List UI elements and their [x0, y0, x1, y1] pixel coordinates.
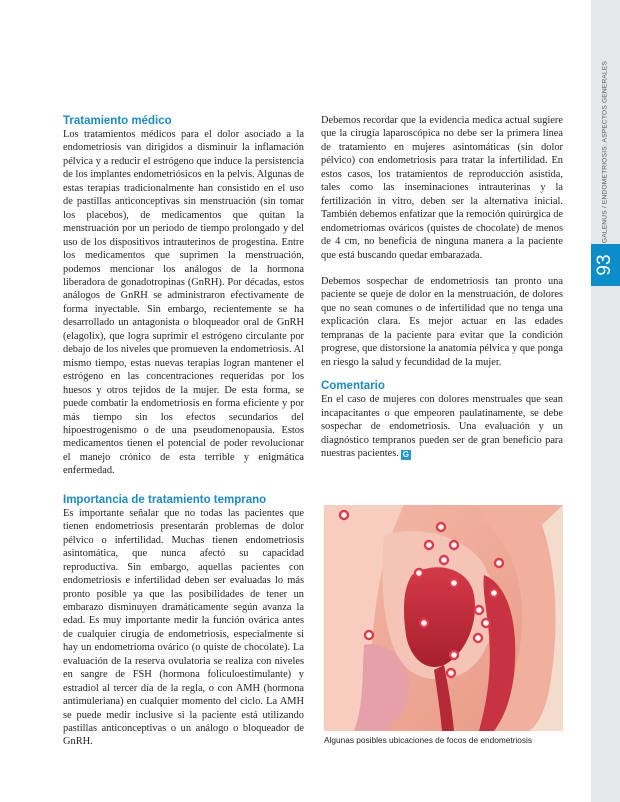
focus-marker	[365, 631, 373, 639]
section-body-tratamiento-temprano: Es importante señalar que no todas las pacientes que tienen endometriosis presentarán problemas de dolor pélvico o infertilidad. Muchas tienen endometriosis asintomática, que nunca afectó su capacidad reproductiva. Sin embargo, aquellas pacientes con endometriosis e infertilidad deben ser evaluadas lo más pronto posible ya que las posibilidades de tener un embarazo disminuyen dramáticamente según avanza la edad. Es muy importante medir la función ovárica antes de cualquier cirugía de endometriosis, especialmente si hay un endometrioma ovárico (o quiste de chocolate). La evaluación de la reserva ovulatoria se realiza con niveles en sangre de FSH (hormona foliculoestimulante) y estradiol al tercer día de la regla, o con AMH (hormona antimuleriana) en cualquier momento del ciclo. La AMH se puede medir inclusive si la paciente está utilizando pastillas anticonceptivas o un análogo o bloqueador de GnRH.	[63, 507, 304, 748]
right-column	[321, 114, 563, 460]
paragraph-evidencia: Debemos recordar que la evidencia medica actual sugiere que la cirugía laparoscópica no debe ser la primera línea de tratamiento en mujeres asintomáticas (sin dolor pélvico) con endometriosis para tratar la infertilidad. En estos casos, los tratamientos de reproducción asistida, tales como las inseminaciones intrauterinas y la fertilización in vitro, deben ser la alternativa inicial. También debemos enfatizar que la remoción quirúrgica de endometriomas ováricos (quistes de chocolate) de menos de 4 cm, no beneficia de ninguna manera a la paciente que está buscando quedar embarazada.	[321, 115, 563, 261]
end-mark-icon: G	[402, 449, 410, 459]
paragraph-comentario	[321, 393, 563, 460]
pelvis-illustration-svg	[324, 505, 563, 731]
page-number: 93	[594, 254, 615, 276]
focus-marker	[450, 651, 458, 659]
section-title-tratamiento-medico: Tratamiento médico	[63, 115, 172, 127]
focus-marker	[340, 511, 348, 519]
comentario-text: En el caso de mujeres con dolores menstruales que sean incapacitantes o que empeoren paulatinamente, se debe sospechar de endometriosis. Una evaluación y un diagnóstico tempranos pueden ser de gran beneficio para nuestras pacientes.	[321, 394, 563, 459]
focus-marker	[440, 556, 448, 564]
left-column	[63, 114, 304, 749]
focus-marker	[450, 579, 458, 587]
running-title: GALENUS / ENDOMETRIOSIS: ASPECTOS GENERALES	[601, 60, 609, 244]
focus-marker	[490, 589, 498, 597]
page-number-tab	[591, 244, 620, 286]
focus-marker	[425, 541, 433, 549]
section-title-comentario: Comentario	[321, 380, 385, 393]
focus-marker	[420, 619, 428, 627]
focus-marker	[495, 559, 503, 567]
focus-marker	[475, 606, 483, 614]
section-title-tratamiento-temprano: Importancia de tratamiento temprano	[63, 493, 267, 506]
focus-marker	[437, 523, 445, 531]
focus-marker	[447, 669, 455, 677]
section-body-tratamiento-medico: Los tratamientos médicos para el dolor asociado a la endometriosis van dirigidos a disminuir la inflamación pélvica y a reducir el estrógeno que induce la persistencia de los implantes endometriósicos en la pelvis. Algunas de estas terapias tradicionalmente han consistido en el uso de pastillas anticonceptivas sin menstruación (sin tomar los placebos), de medicamentos que quitan la menstruación por un periodo de tiempo prolongado y del uso de los dispositivos intrauterinos de progestina. Entre los medicamentos que suprimen la menstruación, podemos mencionar los análogos de la hormona liberadora de gonadotropinas (GnRH). Por décadas, estos análogos de GnRH se administraron efectivamente de forma inyectable. Sin embargo, recientemente se ha desarrollado un antagonista o bloqueador oral de GnRH (elagolix), que logra suprimir el estrógeno circulante por debajo de los niveles que promueven la endometriosis. Al mismo tiempo, estas nuevas terapias logran mantener el estrógeno en las concentraciones requeridas por los huesos y otros tejidos de la mujer. De esta forma, se puede combatir la endometriosis en forma eficiente y por más tiempo sin los efectos secundarios del hipoestrogenismo o de una pseudomenopausia. Estos medicamentos tienen el potencial de poder revolucionar el manejo crónico de esta terrible y enigmática enfermedad.	[63, 129, 304, 477]
paragraph-sospechar: Debemos sospechar de endometriosis tan pronto una paciente se queje de dolor en la menstruación, de dolores que no sean comunes o de infertilidad que no tenga una explicación clara. Es mejor actuar en las edades tempranas de la paciente para evitar que la condición progrese, que distorsione la anatomía pélvica y que ponga en riesgo la salud y fecundidad de la mujer.	[321, 275, 563, 368]
focus-marker	[450, 541, 458, 549]
focus-marker	[482, 619, 490, 627]
focus-marker	[415, 569, 423, 577]
pelvis-illustration	[324, 505, 563, 731]
focus-marker	[474, 634, 482, 642]
figure-caption: Algunas posibles ubicaciones de focos de endometriosis	[324, 735, 533, 745]
running-head	[591, 62, 620, 242]
